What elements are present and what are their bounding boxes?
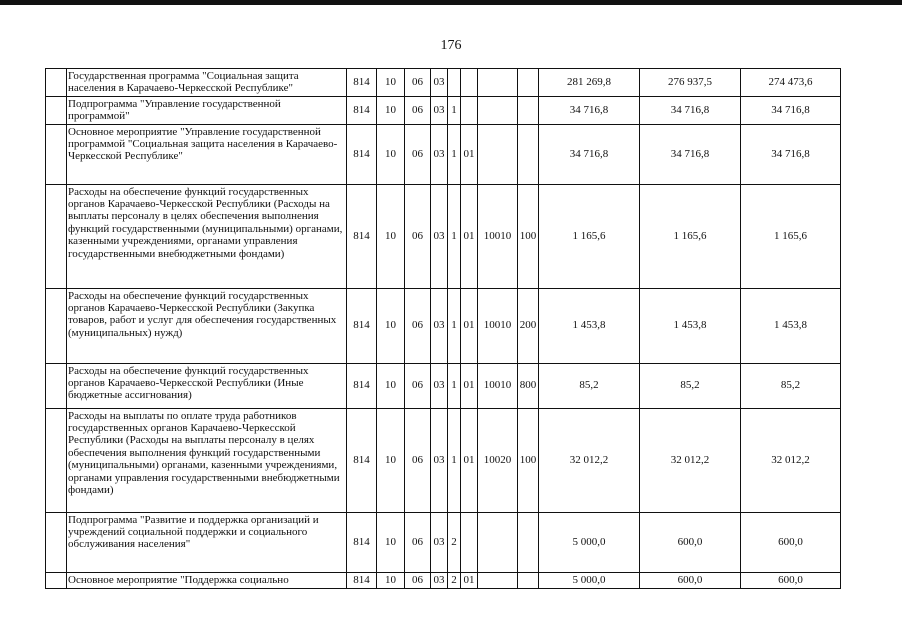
table-row — [46, 96, 841, 124]
code-cell-c3: 06 — [405, 512, 431, 572]
code-cell-c2: 10 — [377, 408, 405, 512]
code-cell-c3: 06 — [405, 572, 431, 588]
code-cell-c8: 200 — [518, 288, 539, 363]
code-cell-c5: 1 — [448, 124, 461, 184]
amount-cell-s3: 34 716,8 — [741, 124, 841, 184]
code-cell-c4: 03 — [431, 184, 448, 288]
amount-cell-s1: 1 165,6 — [539, 184, 640, 288]
row-margin-cell — [46, 184, 67, 288]
code-cell-c8: 800 — [518, 363, 539, 408]
code-cell-c5: 1 — [448, 96, 461, 124]
table-row — [46, 512, 841, 572]
amount-cell-s2: 1 165,6 — [640, 184, 741, 288]
amount-cell-s1: 5 000,0 — [539, 572, 640, 588]
row-name-cell: Расходы на выплаты по оплате труда работников государственных органов Карачаево-Черкесской Республики (Расходы на выплаты персоналу в целях обеспечения выполнения функций государственными (муниципальными) органами, казенными учреждениями, органами управления государственными внебюджетными фондами) — [67, 408, 347, 512]
code-cell-c7 — [478, 512, 518, 572]
amount-cell-s2: 1 453,8 — [640, 288, 741, 363]
code-cell-c7 — [478, 69, 518, 97]
code-cell-c5 — [448, 69, 461, 97]
amount-cell-s3: 34 716,8 — [741, 96, 841, 124]
amount-cell-s3: 600,0 — [741, 572, 841, 588]
code-cell-c7: 10020 — [478, 408, 518, 512]
code-cell-c4: 03 — [431, 363, 448, 408]
amount-cell-s2: 600,0 — [640, 512, 741, 572]
code-cell-c5: 2 — [448, 512, 461, 572]
amount-cell-s1: 5 000,0 — [539, 512, 640, 572]
table-row — [46, 288, 841, 363]
code-cell-c4: 03 — [431, 408, 448, 512]
amount-cell-s3: 1 453,8 — [741, 288, 841, 363]
amount-cell-s1: 34 716,8 — [539, 96, 640, 124]
code-cell-c2: 10 — [377, 124, 405, 184]
row-name-cell: Основное мероприятие "Поддержка социально — [67, 572, 347, 588]
table-row — [46, 184, 841, 288]
code-cell-c3: 06 — [405, 363, 431, 408]
amount-cell-s3: 32 012,2 — [741, 408, 841, 512]
amount-cell-s1: 32 012,2 — [539, 408, 640, 512]
code-cell-c7 — [478, 124, 518, 184]
code-cell-c3: 06 — [405, 184, 431, 288]
row-margin-cell — [46, 572, 67, 588]
code-cell-c3: 06 — [405, 96, 431, 124]
code-cell-c6: 01 — [461, 184, 478, 288]
amount-cell-s1: 85,2 — [539, 363, 640, 408]
amount-cell-s2: 34 716,8 — [640, 124, 741, 184]
amount-cell-s2: 276 937,5 — [640, 69, 741, 97]
code-cell-c4: 03 — [431, 69, 448, 97]
row-name-cell: Подпрограмма "Управление государственной программой" — [67, 96, 347, 124]
code-cell-c8: 100 — [518, 184, 539, 288]
amount-cell-s1: 1 453,8 — [539, 288, 640, 363]
code-cell-c7: 10010 — [478, 288, 518, 363]
code-cell-c2: 10 — [377, 184, 405, 288]
code-cell-c5: 1 — [448, 288, 461, 363]
amount-cell-s2: 34 716,8 — [640, 96, 741, 124]
row-name-cell: Расходы на обеспечение функций государственных органов Карачаево-Черкесской Республики (Расходы на выплаты персоналу в целях обеспечения выполнения функций государственными (муниципальными) органами, казенными учреждениями, органами управления государственными внебюджетными фондами) — [67, 184, 347, 288]
code-cell-c7 — [478, 572, 518, 588]
code-cell-c1: 814 — [347, 363, 377, 408]
code-cell-c4: 03 — [431, 124, 448, 184]
row-margin-cell — [46, 288, 67, 363]
page-number: 176 — [440, 38, 462, 53]
table-row — [46, 408, 841, 512]
code-cell-c7 — [478, 96, 518, 124]
row-margin-cell — [46, 363, 67, 408]
code-cell-c6: 01 — [461, 572, 478, 588]
amount-cell-s1: 34 716,8 — [539, 124, 640, 184]
row-name-cell: Расходы на обеспечение функций государственных органов Карачаево-Черкесской Республики (Закупка товаров, работ и услуг для обеспечения государственных (муниципальных) нужд) — [67, 288, 347, 363]
code-cell-c6: 01 — [461, 363, 478, 408]
row-margin-cell — [46, 124, 67, 184]
code-cell-c7: 10010 — [478, 363, 518, 408]
amount-cell-s2: 32 012,2 — [640, 408, 741, 512]
amount-cell-s3: 85,2 — [741, 363, 841, 408]
row-name-cell: Подпрограмма "Развитие и поддержка организаций и учреждений социальной поддержки и социального обслуживания населения" — [67, 512, 347, 572]
row-margin-cell — [46, 408, 67, 512]
code-cell-c6: 01 — [461, 288, 478, 363]
code-cell-c1: 814 — [347, 96, 377, 124]
code-cell-c5: 2 — [448, 572, 461, 588]
code-cell-c1: 814 — [347, 69, 377, 97]
code-cell-c1: 814 — [347, 288, 377, 363]
row-name-cell: Расходы на обеспечение функций государственных органов Карачаево-Черкесской Республики (Иные бюджетные ассигнования) — [67, 363, 347, 408]
code-cell-c8 — [518, 96, 539, 124]
amount-cell-s1: 281 269,8 — [539, 69, 640, 97]
code-cell-c8 — [518, 512, 539, 572]
code-cell-c1: 814 — [347, 408, 377, 512]
code-cell-c2: 10 — [377, 363, 405, 408]
amount-cell-s2: 85,2 — [640, 363, 741, 408]
code-cell-c1: 814 — [347, 572, 377, 588]
row-margin-cell — [46, 512, 67, 572]
budget-table — [45, 68, 841, 589]
code-cell-c7: 10010 — [478, 184, 518, 288]
code-cell-c6: 01 — [461, 408, 478, 512]
code-cell-c4: 03 — [431, 512, 448, 572]
code-cell-c3: 06 — [405, 408, 431, 512]
code-cell-c3: 06 — [405, 69, 431, 97]
code-cell-c8 — [518, 69, 539, 97]
amount-cell-s3: 600,0 — [741, 512, 841, 572]
code-cell-c8 — [518, 124, 539, 184]
row-margin-cell — [46, 69, 67, 97]
code-cell-c2: 10 — [377, 288, 405, 363]
code-cell-c2: 10 — [377, 69, 405, 97]
top-rule — [0, 0, 902, 5]
code-cell-c3: 06 — [405, 124, 431, 184]
code-cell-c3: 06 — [405, 288, 431, 363]
code-cell-c4: 03 — [431, 572, 448, 588]
code-cell-c1: 814 — [347, 124, 377, 184]
code-cell-c5: 1 — [448, 408, 461, 512]
code-cell-c6 — [461, 69, 478, 97]
amount-cell-s3: 274 473,6 — [741, 69, 841, 97]
code-cell-c2: 10 — [377, 96, 405, 124]
code-cell-c6 — [461, 512, 478, 572]
code-cell-c2: 10 — [377, 572, 405, 588]
row-margin-cell — [46, 96, 67, 124]
amount-cell-s2: 600,0 — [640, 572, 741, 588]
code-cell-c1: 814 — [347, 184, 377, 288]
table-row — [46, 124, 841, 184]
amount-cell-s3: 1 165,6 — [741, 184, 841, 288]
row-name-cell: Государственная программа "Социальная защита населения в Карачаево-Черкесской Республике" — [67, 69, 347, 97]
code-cell-c4: 03 — [431, 288, 448, 363]
code-cell-c6: 01 — [461, 124, 478, 184]
code-cell-c1: 814 — [347, 512, 377, 572]
code-cell-c4: 03 — [431, 96, 448, 124]
table-row — [46, 363, 841, 408]
table-row — [46, 572, 841, 588]
code-cell-c5: 1 — [448, 184, 461, 288]
code-cell-c2: 10 — [377, 512, 405, 572]
code-cell-c8: 100 — [518, 408, 539, 512]
code-cell-c6 — [461, 96, 478, 124]
code-cell-c8 — [518, 572, 539, 588]
row-name-cell: Основное мероприятие "Управление государственной программой "Социальная защита населения в Карачаево-Черкесской Республике" — [67, 124, 347, 184]
code-cell-c5: 1 — [448, 363, 461, 408]
table-row — [46, 69, 841, 97]
